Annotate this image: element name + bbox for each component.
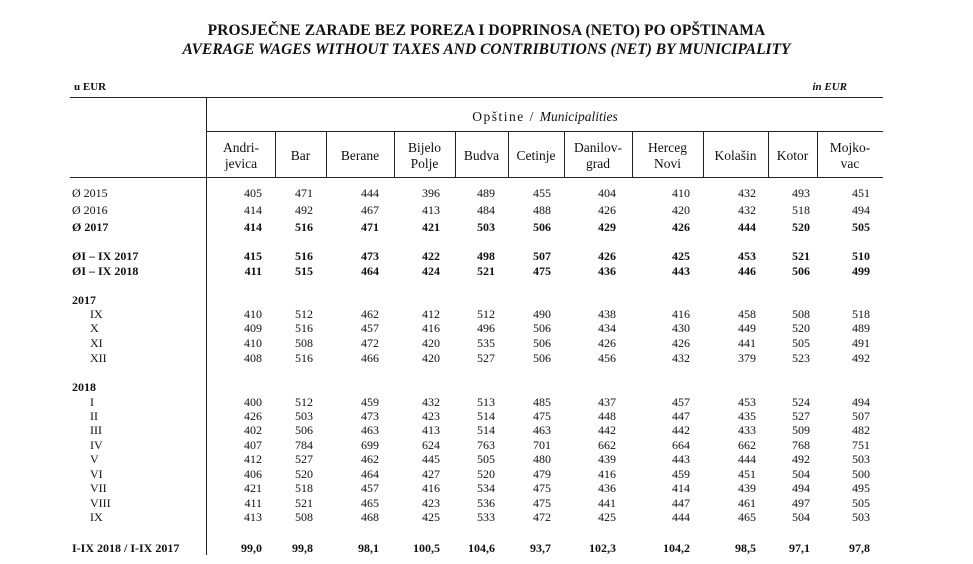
table-row	[0, 351, 973, 365]
table-cell: 536	[477, 496, 495, 510]
table-cell: 99,0	[241, 541, 262, 555]
table-cell: 751	[852, 438, 870, 452]
table-cell: 422	[422, 249, 440, 263]
table-cell: 423	[422, 496, 440, 510]
column-header	[394, 135, 455, 177]
table-cell: 420	[422, 351, 440, 365]
column-header-line-2: Novi	[653, 156, 681, 171]
table-cell: 445	[422, 452, 440, 466]
table-cell: 420	[422, 336, 440, 350]
table-cell: 503	[295, 409, 313, 423]
table-cell: 412	[422, 307, 440, 321]
table-cell: 516	[295, 321, 313, 335]
table-cell: 533	[477, 510, 495, 524]
table-cell: 510	[852, 249, 870, 263]
table-cell: 421	[422, 220, 440, 234]
table-cell: 426	[598, 249, 616, 263]
table-row	[0, 380, 973, 394]
table-cell: 505	[792, 336, 810, 350]
table-cell: 425	[422, 510, 440, 524]
table-cell: 416	[422, 481, 440, 495]
table-cell: 457	[672, 395, 690, 409]
table-cell: 784	[295, 438, 313, 452]
table-cell: 534	[477, 481, 495, 495]
table-cell: 99,8	[292, 541, 313, 555]
table-cell: 485	[533, 395, 551, 409]
table-cell: 404	[598, 186, 616, 200]
table-cell: 493	[792, 186, 810, 200]
table-cell: 465	[738, 510, 756, 524]
row-label: IX	[90, 307, 103, 321]
column-header-line-1: Cetinje	[516, 148, 556, 163]
table-cell: 516	[295, 351, 313, 365]
table-cell: 509	[792, 423, 810, 437]
table-cell: 475	[533, 409, 551, 423]
table-cell: 496	[477, 321, 495, 335]
table-cell: 102,3	[589, 541, 616, 555]
column-header-line-1: Bijelo	[408, 140, 441, 155]
table-row	[0, 481, 973, 495]
table-cell: 441	[738, 336, 756, 350]
table-cell: 506	[533, 351, 551, 365]
table-cell: 535	[477, 336, 495, 350]
table-cell: 465	[361, 496, 379, 510]
table-cell: 406	[244, 467, 262, 481]
table-row	[0, 395, 973, 409]
table-cell: 432	[738, 186, 756, 200]
table-cell: 426	[598, 336, 616, 350]
table-cell: 664	[672, 438, 690, 452]
table-cell: 426	[598, 203, 616, 217]
table-cell: 520	[792, 321, 810, 335]
table-cell: 458	[738, 307, 756, 321]
table-cell: 518	[792, 203, 810, 217]
table-cell: 489	[477, 186, 495, 200]
row-label: VI	[90, 467, 103, 481]
table-cell: 504	[792, 510, 810, 524]
table-cell: 507	[533, 249, 551, 263]
column-header	[564, 135, 632, 177]
table-cell: 453	[738, 395, 756, 409]
table-cell: 491	[852, 336, 870, 350]
table-cell: 413	[422, 203, 440, 217]
row-label: III	[90, 423, 102, 437]
table-cell: 508	[295, 510, 313, 524]
table-cell: 498	[477, 249, 495, 263]
row-label: VIII	[90, 496, 111, 510]
table-row	[0, 321, 973, 335]
row-label: II	[90, 409, 98, 423]
table-cell: 506	[533, 321, 551, 335]
table-cell: 505	[852, 220, 870, 234]
table-cell: 416	[422, 321, 440, 335]
table-cell: 505	[477, 452, 495, 466]
table-cell: 410	[244, 307, 262, 321]
table-cell: 443	[672, 452, 690, 466]
table-cell: 408	[244, 351, 262, 365]
table-cell: 500	[852, 467, 870, 481]
table-cell: 447	[672, 496, 690, 510]
table-cell: 503	[852, 452, 870, 466]
table-cell: 508	[295, 336, 313, 350]
unit-label-english: in EUR	[812, 81, 847, 93]
table-cell: 504	[792, 467, 810, 481]
row-label: XI	[90, 336, 103, 350]
municipalities-header-english: Municipalities	[539, 109, 618, 124]
table-cell: 521	[477, 264, 495, 278]
column-header-line-1: Danilov-	[574, 140, 622, 155]
table-cell: 527	[477, 351, 495, 365]
table-cell: 624	[422, 438, 440, 452]
table-cell: 475	[533, 481, 551, 495]
table-cell: 463	[533, 423, 551, 437]
table-cell: 432	[672, 351, 690, 365]
table-cell: 492	[295, 203, 313, 217]
row-label: Ø 2017	[72, 220, 109, 234]
table-cell: 423	[422, 409, 440, 423]
table-cell: 527	[792, 409, 810, 423]
table-cell: 482	[852, 423, 870, 437]
row-label: X	[90, 321, 99, 335]
table-cell: 456	[598, 351, 616, 365]
table-cell: 414	[672, 481, 690, 495]
table-cell: 480	[533, 452, 551, 466]
table-row	[0, 467, 973, 481]
table-cell: 505	[852, 496, 870, 510]
column-header	[326, 135, 394, 177]
table-row	[0, 438, 973, 452]
table-cell: 451	[738, 467, 756, 481]
table-cell: 488	[533, 203, 551, 217]
table-cell: 459	[361, 395, 379, 409]
table-cell: 441	[598, 496, 616, 510]
table-cell: 479	[533, 467, 551, 481]
table-cell: 701	[533, 438, 551, 452]
table-row	[0, 264, 973, 278]
table-cell: 415	[244, 249, 262, 263]
table-cell: 457	[361, 481, 379, 495]
table-cell: 489	[852, 321, 870, 335]
table-cell: 475	[533, 264, 551, 278]
table-cell: 506	[533, 336, 551, 350]
table-row	[0, 409, 973, 423]
table-cell: 436	[598, 481, 616, 495]
table-cell: 524	[792, 395, 810, 409]
table-cell: 434	[598, 321, 616, 335]
column-header-line-2: vac	[840, 156, 860, 171]
table-cell: 409	[244, 321, 262, 335]
table-cell: 104,6	[468, 541, 495, 555]
header-rule	[207, 131, 883, 132]
municipalities-header	[207, 109, 883, 125]
table-cell: 471	[361, 220, 379, 234]
table-cell: 512	[295, 395, 313, 409]
column-header-line-1: Mojko-	[829, 140, 871, 155]
table-cell: 414	[244, 203, 262, 217]
table-cell: 521	[295, 496, 313, 510]
table-cell: 768	[792, 438, 810, 452]
column-header-bottom-rule	[70, 177, 883, 178]
table-cell: 506	[533, 220, 551, 234]
table-cell: 416	[598, 467, 616, 481]
table-cell: 499	[852, 264, 870, 278]
table-cell: 462	[361, 307, 379, 321]
column-header-line-1: Berane	[340, 148, 380, 163]
table-cell: 444	[361, 186, 379, 200]
table-cell: 463	[361, 423, 379, 437]
table-cell: 402	[244, 423, 262, 437]
table-cell: 98,1	[358, 541, 379, 555]
table-cell: 400	[244, 395, 262, 409]
table-cell: 410	[244, 336, 262, 350]
table-cell: 104,2	[663, 541, 690, 555]
table-cell: 444	[672, 510, 690, 524]
column-header-line-1: Andri-	[223, 140, 259, 155]
table-cell: 763	[477, 438, 495, 452]
table-row	[0, 336, 973, 350]
table-cell: 413	[244, 510, 262, 524]
table-cell: 97,1	[789, 541, 810, 555]
column-header	[455, 135, 508, 177]
table-row	[0, 423, 973, 437]
table-cell: 492	[792, 452, 810, 466]
title-line-1: PROSJEČNE ZARADE BEZ POREZA I DOPRINOSA (NETO) PO OPŠTINAMA	[207, 22, 766, 39]
table-cell: 97,8	[849, 541, 870, 555]
table-cell: 471	[295, 186, 313, 200]
table-row	[0, 186, 973, 200]
table-cell: 443	[672, 264, 690, 278]
table-cell: 497	[792, 496, 810, 510]
table-cell: 98,5	[735, 541, 756, 555]
table-cell: 462	[361, 452, 379, 466]
table-cell: 494	[852, 203, 870, 217]
table-cell: 464	[361, 264, 379, 278]
table-cell: 473	[361, 249, 379, 263]
table-cell: 411	[244, 264, 262, 278]
table-cell: 494	[792, 481, 810, 495]
table-cell: 484	[477, 203, 495, 217]
table-cell: 425	[672, 249, 690, 263]
column-header	[207, 135, 275, 177]
table-cell: 699	[361, 438, 379, 452]
table-cell: 437	[598, 395, 616, 409]
table-cell: 427	[422, 467, 440, 481]
table-row	[0, 293, 973, 307]
table-cell: 515	[295, 264, 313, 278]
row-label: VII	[90, 481, 107, 495]
table-cell: 520	[477, 467, 495, 481]
column-header	[632, 135, 703, 177]
table-row	[0, 541, 973, 555]
table-cell: 475	[533, 496, 551, 510]
row-label: XII	[90, 351, 107, 365]
row-label: IX	[90, 510, 103, 524]
table-cell: 379	[738, 351, 756, 365]
table-cell: 433	[738, 423, 756, 437]
column-header-line-1: Herceg	[648, 140, 687, 155]
table-cell: 508	[792, 307, 810, 321]
row-label: ØI – IX 2018	[72, 264, 139, 278]
table-cell: 495	[852, 481, 870, 495]
column-header-line-2: Polje	[410, 156, 439, 171]
table-cell: 507	[852, 409, 870, 423]
column-header	[508, 135, 564, 177]
table-cell: 520	[295, 467, 313, 481]
table-row	[0, 496, 973, 510]
table-cell: 420	[672, 203, 690, 217]
table-cell: 467	[361, 203, 379, 217]
table-cell: 459	[672, 467, 690, 481]
table-cell: 447	[672, 409, 690, 423]
header-separator: /	[524, 109, 540, 124]
table-cell: 416	[672, 307, 690, 321]
table-cell: 662	[738, 438, 756, 452]
table-cell: 464	[361, 467, 379, 481]
table-cell: 432	[422, 395, 440, 409]
table-row	[0, 510, 973, 524]
table-cell: 449	[738, 321, 756, 335]
table-cell: 472	[533, 510, 551, 524]
table-cell: 446	[738, 264, 756, 278]
column-header	[817, 135, 883, 177]
table-cell: 513	[477, 395, 495, 409]
column-header	[703, 135, 768, 177]
table-cell: 516	[295, 249, 313, 263]
table-cell: 436	[598, 264, 616, 278]
table-cell: 444	[738, 452, 756, 466]
table-top-rule	[70, 97, 883, 98]
column-header-line-1: Bar	[290, 148, 311, 163]
table-cell: 512	[477, 307, 495, 321]
table-cell: 432	[738, 203, 756, 217]
table-cell: 520	[792, 220, 810, 234]
table-cell: 506	[295, 423, 313, 437]
table-cell: 451	[852, 186, 870, 200]
table-cell: 426	[672, 336, 690, 350]
table-row	[0, 220, 973, 234]
table-cell: 439	[738, 481, 756, 495]
table-cell: 514	[477, 409, 495, 423]
table-cell: 518	[295, 481, 313, 495]
table-cell: 412	[244, 452, 262, 466]
table-cell: 506	[792, 264, 810, 278]
table-cell: 521	[792, 249, 810, 263]
table-row	[0, 203, 973, 217]
row-label: 2017	[72, 293, 96, 307]
table-cell: 466	[361, 351, 379, 365]
table-cell: 461	[738, 496, 756, 510]
row-label: V	[90, 452, 99, 466]
column-header-line-1: Kotor	[776, 148, 809, 163]
table-cell: 438	[598, 307, 616, 321]
table-cell: 444	[738, 220, 756, 234]
table-cell: 430	[672, 321, 690, 335]
table-cell: 448	[598, 409, 616, 423]
row-label: ØI – IX 2017	[72, 249, 139, 263]
table-cell: 410	[672, 186, 690, 200]
row-label: I-IX 2018 / I-IX 2017	[72, 541, 180, 555]
row-label: IV	[90, 438, 103, 452]
table-row	[0, 452, 973, 466]
table-cell: 93,7	[530, 541, 551, 555]
table-cell: 472	[361, 336, 379, 350]
column-header-line-2: grad	[586, 156, 610, 171]
table-cell: 435	[738, 409, 756, 423]
table-cell: 396	[422, 186, 440, 200]
column-header	[768, 135, 817, 177]
municipalities-header-local: Opštine	[472, 109, 525, 124]
table-cell: 523	[792, 351, 810, 365]
unit-label-local: u EUR	[74, 81, 107, 93]
table-cell: 429	[598, 220, 616, 234]
column-header-line-1: Budva	[463, 148, 500, 163]
table-cell: 100,5	[413, 541, 440, 555]
table-cell: 413	[422, 423, 440, 437]
table-cell: 514	[477, 423, 495, 437]
title-line-2: AVERAGE WAGES WITHOUT TAXES AND CONTRIBUTIONS (NET) BY MUNICIPALITY	[182, 41, 791, 58]
table-row	[0, 307, 973, 321]
table-cell: 426	[244, 409, 262, 423]
column-header-line-1: Kolašin	[714, 148, 757, 163]
table-cell: 453	[738, 249, 756, 263]
table-cell: 421	[244, 481, 262, 495]
table-cell: 516	[295, 220, 313, 234]
table-cell: 503	[477, 220, 495, 234]
table-cell: 490	[533, 307, 551, 321]
table-cell: 512	[295, 307, 313, 321]
table-cell: 457	[361, 321, 379, 335]
row-label: Ø 2016	[72, 203, 108, 217]
table-cell: 527	[295, 452, 313, 466]
table-cell: 442	[672, 423, 690, 437]
row-label: I	[90, 395, 94, 409]
row-label: Ø 2015	[72, 186, 108, 200]
table-cell: 411	[244, 496, 262, 510]
table-cell: 662	[598, 438, 616, 452]
table-row	[0, 249, 973, 263]
table-cell: 473	[361, 409, 379, 423]
row-label: 2018	[72, 380, 96, 394]
table-cell: 468	[361, 510, 379, 524]
table-cell: 414	[244, 220, 262, 234]
table-cell: 455	[533, 186, 551, 200]
column-header-line-2: jevica	[224, 156, 258, 171]
table-cell: 439	[598, 452, 616, 466]
table-cell: 492	[852, 351, 870, 365]
table-cell: 426	[672, 220, 690, 234]
table-cell: 407	[244, 438, 262, 452]
table-cell: 518	[852, 307, 870, 321]
column-header	[275, 135, 326, 177]
table-cell: 494	[852, 395, 870, 409]
table-cell: 424	[422, 264, 440, 278]
table-cell: 425	[598, 510, 616, 524]
table-cell: 405	[244, 186, 262, 200]
table-cell: 442	[598, 423, 616, 437]
table-cell: 503	[852, 510, 870, 524]
